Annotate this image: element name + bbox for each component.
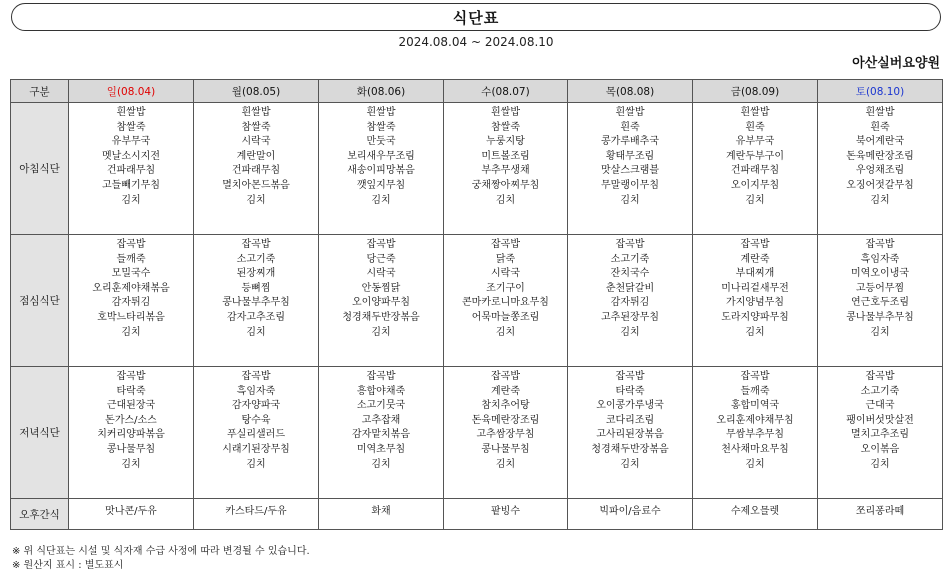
snack-cell: 수제오믈렛 [693, 499, 818, 530]
day-header-4: 목(08.08) [568, 80, 693, 103]
meal-cell [818, 103, 943, 235]
menu-item: 김치 [870, 194, 890, 206]
table-header-row [11, 80, 943, 103]
menu-item: 미역초무침 [356, 443, 406, 455]
facility-name: 아산실버요양원 [852, 56, 940, 71]
menu-item: 건파래무침 [730, 165, 780, 177]
meal-cell [194, 103, 319, 235]
menu-item: 당근죽 [366, 253, 396, 265]
menu-item: 참쌀죽 [491, 121, 520, 133]
notes [12, 545, 310, 573]
page-title: 식단표 [452, 8, 500, 27]
menu-item: 소고기죽 [860, 385, 900, 397]
menu-item: 홍합미역국 [730, 400, 780, 412]
menu-item: 소고기뭇국 [356, 400, 406, 412]
date-range: 2024.08.04 ~ 2024.08.10 [398, 35, 554, 49]
menu-item: 오이양파무침 [352, 297, 410, 309]
menu-item: 잡곡밥 [865, 239, 895, 250]
meal-cell [568, 367, 693, 499]
day-header-6: 토(08.10) [818, 80, 943, 103]
menu-item: 감자튀김 [610, 297, 650, 309]
menu-item: 황태무조림 [605, 150, 655, 162]
snack-cell: 카스타드/두유 [194, 499, 319, 530]
menu-item: 잡곡밥 [615, 371, 645, 382]
menu-item: 흰죽 [870, 121, 890, 133]
menu-item: 김치 [371, 326, 391, 338]
menu-item: 어묵마늘쫑조림 [471, 311, 540, 323]
menu-item: 흥합야채죽 [356, 385, 406, 397]
menu-item: 오리훈제야채볶음 [92, 282, 170, 294]
snack-cell: 화채 [319, 499, 444, 530]
menu-item: 팽이버섯맛살전 [846, 414, 914, 426]
menu-item: 고추쌈장무침 [476, 429, 535, 441]
menu-item: 안동찜닭 [361, 282, 401, 294]
menu-item: 궁채짱아찌무침 [471, 179, 540, 191]
menu-item: 시래기된장무침 [222, 443, 290, 455]
menu-item: 잔치국수 [610, 268, 650, 280]
menu-item: 춘천닭갈비 [605, 282, 655, 294]
menu-item: 타락죽 [615, 385, 645, 397]
meal-cell [319, 235, 444, 367]
meal-cell [568, 103, 693, 235]
note-origin: ※ 원산지 표시 : 별도표시 [12, 560, 124, 571]
menu-item: 참치추어탕 [481, 400, 530, 412]
menu-item: 탕수육 [241, 414, 271, 426]
menu-item: 흰죽 [620, 121, 640, 133]
menu-item: 김치 [745, 458, 765, 470]
meal-cell [693, 367, 818, 499]
menu-item: 김치 [495, 458, 516, 470]
menu-item: 김치 [371, 458, 391, 470]
snack-cell: 맛나콘/두유 [69, 499, 194, 530]
menu-item: 돈육메란장조림 [846, 150, 914, 162]
menu-item: 미역오이냉국 [851, 268, 909, 280]
snack-cell: 쪼리퐁라떼 [818, 499, 943, 530]
menu-item: 콩나물무침 [106, 443, 156, 455]
menu-item: 흑임자죽 [236, 385, 276, 397]
meal-row [11, 235, 943, 367]
menu-item: 푸실리샐러드 [227, 429, 285, 441]
menu-item: 등뼈찜 [241, 282, 271, 294]
snack-cell: 팥빙수 [444, 499, 568, 530]
menu-item: 흰쌀밥 [366, 107, 396, 118]
menu-item: 김치 [870, 326, 890, 338]
menu-item: 김치 [246, 458, 266, 470]
meal-cell [319, 367, 444, 499]
menu-item: 오징어젓갈무침 [846, 179, 914, 191]
menu-item: 콩나물무침 [481, 443, 530, 455]
menu-item: 모밀국수 [111, 268, 151, 280]
menu-item: 유부무국 [111, 136, 151, 148]
menu-item: 미트볼조림 [481, 150, 530, 162]
menu-item: 감자맡치볶음 [352, 429, 410, 441]
snack-label: 오후간식 [11, 499, 69, 530]
menu-item: 소고기죽 [236, 253, 276, 265]
menu-item: 부추무생채 [481, 165, 530, 177]
menu-item: 감자양파국 [231, 400, 281, 412]
menu-item: 된장찌개 [236, 268, 276, 280]
menu-item: 들깨죽 [116, 253, 146, 265]
meal-row [11, 367, 943, 499]
meal-cell [444, 235, 568, 367]
menu-item: 김치 [620, 194, 640, 206]
menu-item: 고추잡채 [361, 414, 401, 426]
menu-item: 미나리겉새무전 [721, 282, 789, 294]
menu-item: 멸치아몬드볶음 [222, 179, 290, 191]
menu-item: 김치 [121, 326, 141, 338]
menu-item: 김치 [495, 194, 516, 206]
menu-item: 소고기죽 [610, 253, 650, 265]
menu-item: 청경채두반장볶음 [591, 443, 669, 455]
menu-item: 연근호두조림 [851, 297, 909, 309]
menu-item: 보리새우무조림 [347, 150, 415, 162]
menu-item: 잡곡밥 [241, 239, 271, 250]
menu-item: 계란죽 [491, 385, 520, 397]
menu-item: 고등어무찜 [855, 282, 905, 294]
meal-row [11, 103, 943, 235]
menu-item: 들깨죽 [740, 385, 770, 397]
menu-item: 닭죽 [495, 253, 516, 265]
snack-cell: 빅파이/음료수 [568, 499, 693, 530]
menu-item: 시락국 [491, 268, 520, 280]
menu-item: 시락국 [241, 136, 271, 148]
menu-item: 잡곡밥 [366, 239, 396, 250]
meal-cell [319, 103, 444, 235]
menu-item: 호박느타리볶음 [97, 311, 165, 323]
menu-item: 고추된장무침 [601, 311, 659, 323]
menu-item: 멧날소시지전 [102, 150, 160, 162]
menu-item: 잡곡밥 [116, 239, 146, 250]
menu-item: 잡곡밥 [366, 371, 396, 382]
menu-item: 무말랭이무침 [601, 179, 659, 191]
menu-item: 코다리조림 [605, 414, 655, 426]
menu-item: 타락죽 [116, 385, 146, 397]
note-change: ※ 위 식단표는 시설 및 식자재 수급 사정에 따라 변경될 수 있습니다. [12, 546, 310, 557]
day-header-5: 금(08.09) [693, 80, 818, 103]
menu-item: 근대국 [865, 400, 895, 412]
meal-cell [194, 367, 319, 499]
menu-item: 흰쌀밥 [615, 107, 645, 118]
menu-item: 부대찌개 [735, 268, 775, 280]
menu-item: 김치 [246, 326, 266, 338]
meal-cell [194, 235, 319, 367]
menu-item: 시락국 [366, 268, 396, 280]
menu-item: 콩가루배추국 [601, 136, 659, 148]
meal-cell [69, 367, 194, 499]
menu-item: 고들빼기무침 [102, 179, 160, 191]
menu-item: 천사채마요무침 [721, 443, 789, 455]
menu-item: 잡곡밥 [491, 371, 520, 382]
menu-item: 잡곡밥 [491, 239, 520, 250]
menu-item: 김치 [620, 326, 640, 338]
menu-item: 잡곡밥 [615, 239, 645, 250]
menu-item: 멸치고추조림 [851, 429, 909, 441]
menu-item: 오이콩가루냉국 [596, 400, 664, 412]
snack-row [11, 499, 943, 530]
menu-item: 건파래무침 [106, 165, 156, 177]
meal-label: 점심식단 [11, 235, 69, 367]
meal-cell [568, 235, 693, 367]
menu-item: 돈육메란장조림 [471, 414, 540, 426]
menu-item: 흰쌀밥 [116, 107, 146, 118]
meal-cell [818, 367, 943, 499]
meal-cell [818, 235, 943, 367]
menu-item: 잡곡밥 [241, 371, 271, 382]
meal-cell [69, 103, 194, 235]
meal-cell [693, 103, 818, 235]
menu-item: 흰쌀밥 [241, 107, 271, 118]
meal-cell [444, 103, 568, 235]
header-label: 구분 [11, 80, 69, 103]
day-header-0: 일(08.04) [69, 80, 194, 103]
menu-item: 계란죽 [740, 253, 770, 265]
menu-item: 잡곡밥 [865, 371, 895, 382]
menu-item: 콘마카로니마요무침 [462, 297, 549, 309]
day-header-1: 월(08.05) [194, 80, 319, 103]
menu-item: 깻잎지무침 [356, 179, 406, 191]
menu-item: 참쌀죽 [366, 121, 396, 133]
meal-plan-table [10, 79, 943, 530]
day-header-3: 수(08.07) [444, 80, 568, 103]
menu-item: 김치 [371, 194, 391, 206]
meal-label: 아침식단 [11, 103, 69, 235]
meal-cell [69, 235, 194, 367]
menu-item: 김치 [121, 458, 141, 470]
menu-item: 치커리양파볶음 [97, 429, 165, 441]
menu-item: 콩나물부추무침 [846, 311, 914, 323]
menu-item: 흰쌀밥 [740, 107, 770, 118]
menu-item: 우엉채조림 [855, 165, 905, 177]
menu-item: 북어계란국 [855, 136, 905, 148]
menu-item: 참쌀죽 [241, 121, 271, 133]
menu-item: 김치 [870, 458, 890, 470]
menu-item: 감자튀김 [111, 297, 151, 309]
menu-item: 계란말이 [236, 150, 276, 162]
day-header-2: 화(08.06) [319, 80, 444, 103]
menu-item: 오이볶음 [860, 443, 900, 455]
menu-item: 김치 [121, 194, 141, 206]
menu-title-box [11, 3, 941, 31]
menu-item: 흰쌀밥 [865, 107, 895, 118]
menu-item: 돈가스/소스 [105, 414, 157, 426]
menu-item: 참쌀죽 [116, 121, 146, 133]
menu-item: 누룽지탕 [486, 136, 525, 148]
menu-item: 근대된장국 [106, 400, 156, 412]
meal-cell [693, 235, 818, 367]
menu-item: 건파래무침 [231, 165, 281, 177]
menu-item: 김치 [246, 194, 266, 206]
menu-item: 청경채두반장볶음 [342, 311, 420, 323]
menu-item: 도라지양파무침 [721, 311, 789, 323]
menu-item: 만둣국 [366, 136, 396, 148]
menu-item: 김치 [620, 458, 640, 470]
menu-item: 콩나물부추무침 [222, 297, 290, 309]
menu-item: 감자고추조림 [227, 311, 285, 323]
menu-item: 오이지무침 [730, 179, 780, 191]
menu-item: 오리훈제야채무침 [716, 414, 794, 426]
menu-item: 새송이피망볶음 [347, 165, 415, 177]
menu-item: 김치 [495, 326, 516, 338]
menu-item: 가지양념무침 [726, 297, 784, 309]
menu-item: 흑임자죽 [860, 253, 900, 265]
menu-item: 맛살스크램블 [601, 165, 659, 177]
meal-cell [444, 367, 568, 499]
menu-item: 김치 [745, 326, 765, 338]
menu-item: 유부무국 [735, 136, 775, 148]
menu-item: 잡곡밥 [740, 239, 770, 250]
menu-item: 계란두부구이 [726, 150, 784, 162]
menu-item: 조기구이 [486, 282, 525, 294]
menu-item: 무쌈부추무침 [726, 429, 784, 441]
menu-item: 잡곡밥 [116, 371, 146, 382]
menu-item: 고사리된장볶음 [596, 429, 664, 441]
menu-item: 흰죽 [745, 121, 765, 133]
menu-item: 잡곡밥 [740, 371, 770, 382]
menu-item: 김치 [745, 194, 765, 206]
menu-item: 흰쌀밥 [491, 107, 520, 118]
meal-label: 저녁식단 [11, 367, 69, 499]
